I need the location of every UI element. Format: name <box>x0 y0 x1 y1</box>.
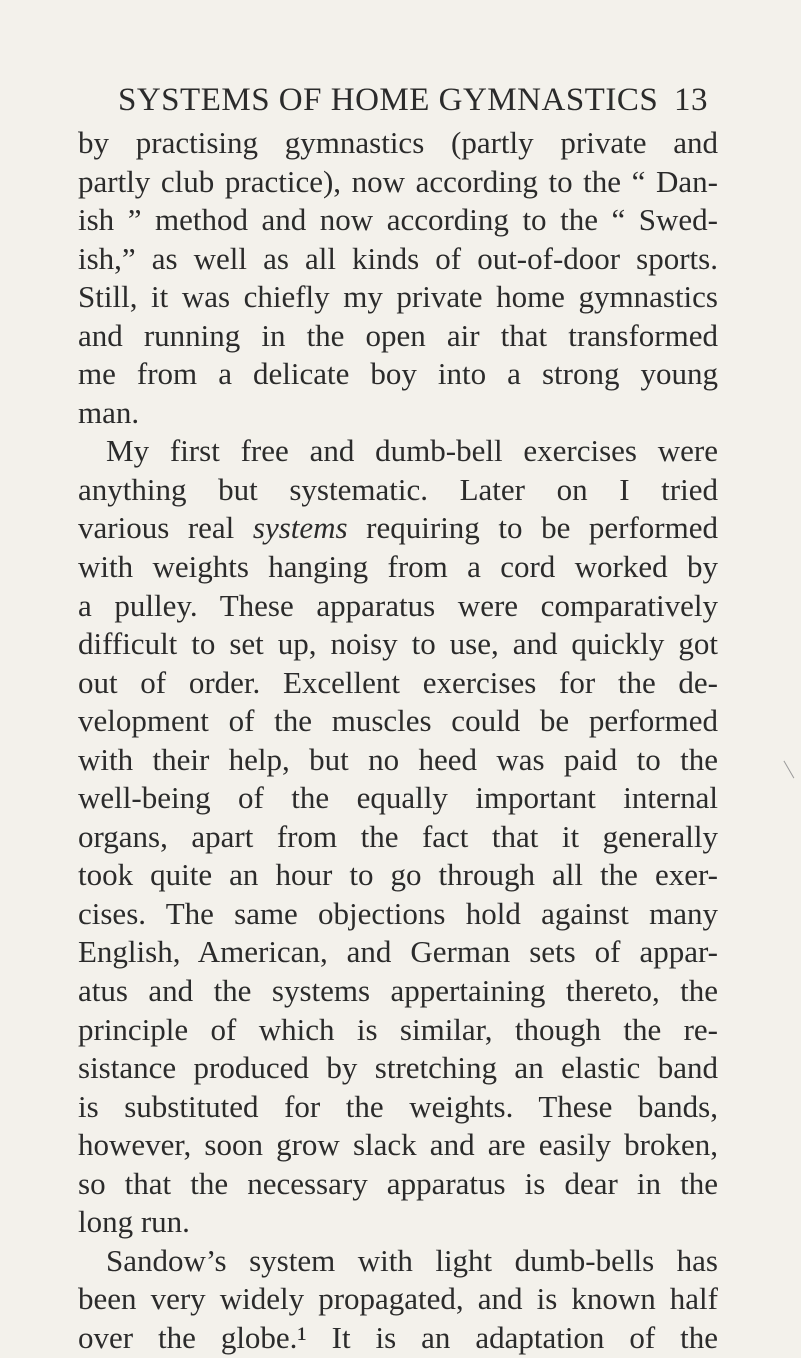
italic-text-segment: systems <box>252 510 348 546</box>
text-line: English, American, and German sets of appar- <box>78 934 718 970</box>
text-line: me from a delicate boy into a strong young <box>78 356 718 392</box>
margin-mark <box>783 758 799 779</box>
text-line: cises. The same objections hold against many <box>78 895 718 931</box>
text-line: anything but systematic. Later on I tried <box>78 471 718 507</box>
running-title: SYSTEMS OF HOME GYMNASTICS <box>118 82 659 118</box>
text-line: with their help, but no heed was paid to the <box>78 741 718 777</box>
text-line: velopment of the muscles could be performed <box>78 703 718 739</box>
text-line: atus and the systems appertaining thereto, the <box>78 973 718 1009</box>
text-line: long run. <box>78 1204 190 1240</box>
text-line: and running in the open air that transformed <box>78 317 718 353</box>
text-line: over the globe.¹ It is an adaptation of the <box>78 1319 718 1355</box>
text-line: been very widely propagated, and is known half <box>78 1281 718 1317</box>
text-line: partly club practice), now according to the “ Dan- <box>78 163 718 199</box>
text-line: ish,” as well as all kinds of out-of-door sports. <box>78 240 718 276</box>
text-segment: requiring to be performed <box>347 510 719 546</box>
text-line: man. <box>78 394 140 430</box>
text-line: My first free and dumb-bell exercises were <box>106 433 718 469</box>
page-number: 13 <box>674 82 708 118</box>
text-line: Sandow’s system with light dumb-bells has <box>106 1242 718 1278</box>
text-line: by practising gymnastics (partly private and <box>78 125 718 160</box>
text-line: Still, it was chiefly my private home gymnastics <box>78 279 718 315</box>
text-line: organs, apart from the fact that it generally <box>78 818 718 854</box>
running-head <box>118 78 708 122</box>
text-line: principle of which is similar, though the re- <box>78 1011 718 1047</box>
text-line: with weights hanging from a cord worked by <box>78 549 718 585</box>
text-line: however, soon grow slack and are easily broken, <box>78 1127 718 1163</box>
text-line: sistance produced by stretching an elastic band <box>78 1050 718 1086</box>
text-line: well-being of the equally important internal <box>78 780 718 816</box>
text-line <box>78 509 718 548</box>
text-line: is substituted for the weights. These bands, <box>78 1088 718 1124</box>
text-line: took quite an hour to go through all the exer- <box>78 857 718 893</box>
text-line: ish ” method and now according to the “ Swed- <box>78 202 718 238</box>
text-line: difficult to set up, noisy to use, and quickly got <box>78 626 718 662</box>
text-line: a pulley. These apparatus were comparatively <box>78 587 718 623</box>
text-line: so that the necessary apparatus is dear in the <box>78 1165 718 1201</box>
body-text <box>78 124 718 1358</box>
text-line: out of order. Excellent exercises for the de- <box>78 664 718 700</box>
text-segment: various real <box>78 510 253 546</box>
